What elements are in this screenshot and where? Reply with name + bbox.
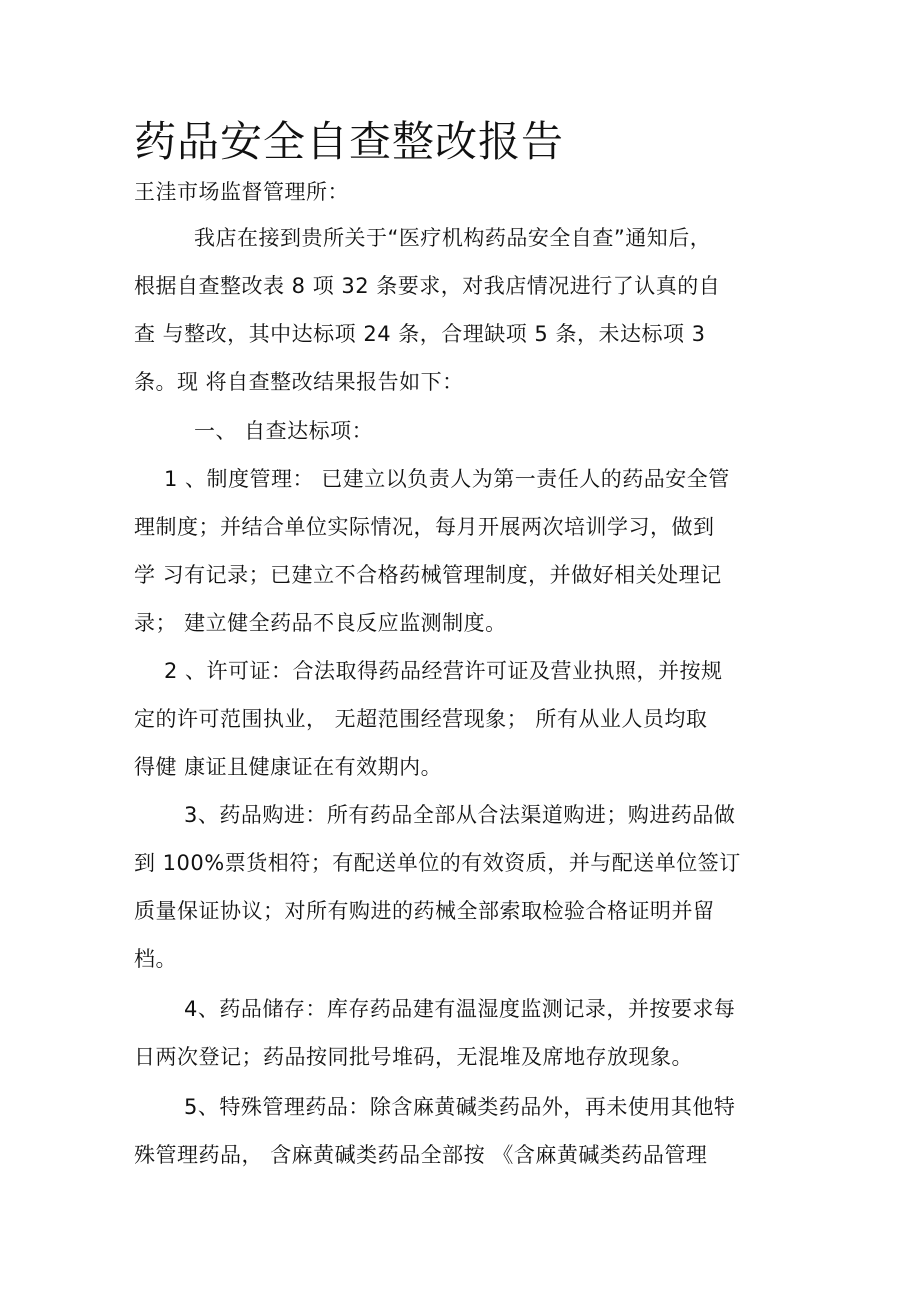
item5-line-2: 殊管理药品， 含麻黄碱类药品全部按 《含麻黄碱类药品管理 <box>134 1143 708 1167</box>
intro-line-4: 条。现 将自查整改结果报告如下： <box>134 370 464 394</box>
item2-line-3: 得健 康证且健康证在有效期内。 <box>134 755 443 779</box>
intro-line-2: 根据自查整改表 8 项 32 条要求，对我店情况进行了认真的自 <box>134 274 721 298</box>
item5-line-1: 5、特殊管理药品：除含麻黄碱类药品外，再未使用其他特 <box>184 1095 736 1119</box>
intro-line-1: 我店在接到贵所关于“医疗机构药品安全自查”通知后， <box>194 226 712 250</box>
item3-line-2: 到 100%票货相符；有配送单位的有效资质，并与配送单位签订 <box>134 851 741 875</box>
item1-line-3: 学 习有记录；已建立不合格药械管理制度，并做好相关处理记 <box>134 563 722 587</box>
item2-line-2: 定的许可范围执业， 无超范围经营现象； 所有从业人员均取 <box>134 707 708 731</box>
item3-line-3: 质量保证协议；对所有购进的药械全部索取检验合格证明并留 <box>134 899 715 923</box>
section-heading: 一、 自查达标项： <box>194 419 374 443</box>
item4-line-2: 日两次登记；药品按同批号堆码，无混堆及席地存放现象。 <box>134 1045 693 1069</box>
addressee: 王洼市场监督管理所： <box>134 180 349 204</box>
item1-line-2: 理制度；并结合单位实际情况，每月开展两次培训学习，做到 <box>134 515 715 539</box>
document-title: 药品安全自查整改报告 <box>134 117 565 166</box>
item3-line-1: 3、药品购进：所有药品全部从合法渠道购进；购进药品做 <box>184 803 736 827</box>
item1-line-1: 1 、制度管理： 已建立以负责人为第一责任人的药品安全管 <box>164 467 730 491</box>
item4-line-1: 4、药品储存：库存药品建有温湿度监测记录，并按要求每 <box>184 997 736 1021</box>
item2-line-1: 2 、许可证：合法取得药品经营许可证及营业执照，并按规 <box>164 659 723 683</box>
item1-line-4: 录； 建立健全药品不良反应监测制度。 <box>134 611 507 635</box>
intro-line-3: 查 与整改，其中达标项 24 条，合理缺项 5 条，未达标项 3 <box>134 322 706 346</box>
item3-line-4: 档。 <box>134 947 177 971</box>
